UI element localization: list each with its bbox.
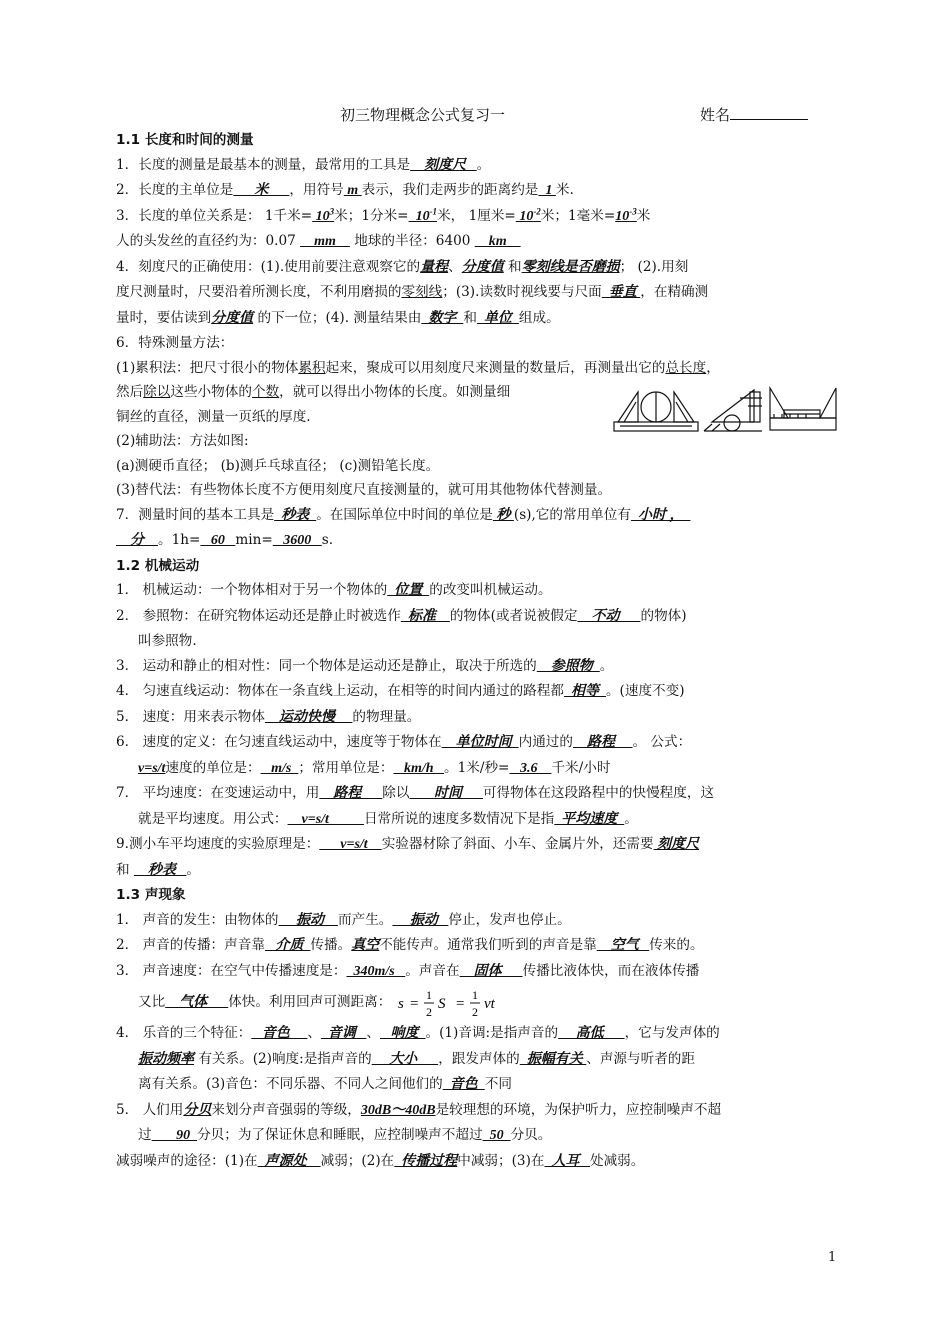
item-1-2-5: 5． 速度：用来表示物体 运动快慢 的物理量。	[116, 708, 421, 725]
item-1-3-3b: 又比 气体 体快。利用回声可测距离： s = 1 2 S = 1 2 vt	[116, 984, 840, 1021]
answer: 50	[482, 1128, 511, 1143]
formula-lhs: s	[397, 995, 404, 1012]
answer: 分度值	[211, 310, 254, 326]
item-1-1-6: 6．特殊测量方法：	[116, 335, 234, 351]
item-1-2-6b: v=s/t速度的单位是： m/s ；常用单位是： km/h 。1米/秒= 3.6 千米/小时	[138, 759, 611, 776]
section-heading-1-3: 1.3 声现象	[116, 887, 186, 903]
item-1-3-4: 4． 乐音的三个特征： 音色 、 音调 、 响度 。(1)音调:是指声音的 高低 ，它与发声体的	[116, 1025, 720, 1041]
item-1-1-2: 2．长度的主单位是 米 ，用符号 m 表示，我们走两步的距离约是 1 米.	[116, 182, 574, 198]
answer: 空气	[596, 938, 650, 953]
item-1-2-6: 6． 速度的定义：在匀速直线运动中，速度等于物体在 单位时间 内通过的 路程 。 公式：	[116, 734, 692, 750]
formula-var1: S	[437, 995, 446, 1012]
pencil-measure-drawing	[770, 388, 836, 430]
answer: _ 时间	[409, 786, 483, 801]
item-1-2-7b: 就是平均速度。用公式： v=s/t 日常所说的速度多数情况下是指 平均速度 。	[138, 810, 638, 827]
item-1-1-6c: 铜丝的直径，测量一页纸的厚度.	[116, 408, 311, 425]
answer: 3.6	[509, 760, 552, 776]
item-1-2-1: 1． 机械运动：一个物体相对于另一个物体的 位置 的改变叫机械运动。	[116, 582, 552, 598]
item-1-2-2b: 叫参照物.	[138, 633, 197, 649]
echo-distance-formula	[396, 986, 506, 1020]
svg-text:=: =	[455, 995, 465, 1012]
answer: km	[474, 234, 521, 249]
page-title: 初三物理概念公式复习一	[340, 106, 506, 124]
answer: 量程	[420, 259, 449, 275]
answer: 大小	[371, 1051, 439, 1067]
answer: $10^{-2}$	[515, 205, 541, 224]
answer: 60	[200, 533, 236, 548]
answer: 3600	[272, 533, 322, 548]
item-1-2-3: 3． 运动和静止的相对性：同一个物体是运动还是静止，取决于所选的 参照物 。	[116, 657, 614, 674]
item-1-1-3: 3．长度的单位关系是： 1千米= $10^3$米；1分米= $10^{-1}$米， 1厘米= $10^{-2}$米；1毫米$=10^{-3}$米	[116, 205, 651, 224]
answer: 秒表	[133, 862, 187, 878]
item-1-1-6e: (a)测硬币直径； (b)测乒乓球直径； (c)测铅笔长度。	[116, 457, 440, 474]
answer: mm	[300, 234, 350, 249]
answer: 数字	[421, 310, 464, 326]
answer: 刻度尺	[410, 157, 477, 173]
answer: 90	[151, 1128, 198, 1143]
item-1-1-4: 4．刻度尺的正确使用：(1).使用前要注意观察它的量程、分度值 和零刻线是否磨损； (2).用刻	[116, 258, 689, 275]
answer: 分	[116, 533, 158, 548]
name-label: 姓名	[700, 106, 731, 124]
answer: 传播过程	[394, 1153, 458, 1169]
item-1-3-2: 2． 声音的传播：声音靠 介质 传播。真空不能传声。通常我们听到的声音是靠 空气 传来的。	[116, 937, 704, 953]
coin-measure-drawing	[614, 392, 698, 431]
item-1-2-9: 9.测小车平均速度的实验原理是： v=s/t 实验器材除了斜面、小车、金属片外，还需要 刻度尺	[116, 836, 700, 852]
section-heading-1-1: 1.1 长度和时间的测量	[116, 132, 254, 148]
svg-text:=: =	[409, 995, 419, 1012]
answer: 音色	[442, 1077, 485, 1092]
item-1-3-6: 减弱噪声的途径：(1)在 声源处 减弱；(2)在 传播过程中减弱；(3)在 人耳 处减弱。	[116, 1152, 645, 1169]
answer: 真空	[351, 938, 380, 953]
answer: 声源处	[257, 1153, 321, 1169]
answer: 振幅有关	[519, 1051, 587, 1067]
answer: 振动	[278, 912, 339, 928]
answer: 分度值	[461, 259, 504, 275]
answer: 路程	[319, 786, 383, 801]
answer: 分贝	[183, 1102, 212, 1118]
answer: 振动	[392, 912, 449, 928]
answer: 音调	[320, 1026, 367, 1041]
answer: 标准	[400, 608, 450, 624]
answer: 不动	[577, 608, 641, 624]
formula-num: 1	[425, 987, 432, 1002]
answer: 人耳	[544, 1153, 590, 1169]
formula-den-2: 2	[471, 1004, 478, 1019]
answer: 路程	[573, 735, 633, 750]
item-1-2-7: 7． 平均速度：在变速运动中，用 路程 除以 _ 时间 可得物体在这段路程中的快慢程度，这	[116, 785, 715, 801]
item-1-1-4b: 度尺测量时，尺要沿着所测长度，不利用磨损的零刻线；(3).读数时视线要与尺面 垂直 ，在精确测	[116, 284, 709, 300]
answer: m/s	[260, 760, 299, 776]
answer: 零刻线是否磨损	[521, 259, 620, 275]
item-1-1-3b: 人的头发丝的直径约为：0.07 mm 地球的半径：6400 km	[116, 233, 521, 249]
answer: v=s/t	[319, 837, 382, 852]
answer: 单位时间	[441, 735, 519, 750]
answer: 平均速度	[554, 811, 625, 827]
answer: 运动快慢	[264, 709, 353, 725]
answer: 位置	[387, 583, 430, 598]
answer: $10^3$	[312, 205, 335, 224]
item-1-3-4c: 离有关系。(3)音色：不同乐器、不同人之间他们的 音色 不同	[138, 1076, 512, 1092]
answer: 秒表	[274, 507, 317, 523]
formula-den: 2	[425, 1004, 432, 1019]
item-1-3-5b: 过 90 分贝；为了保证休息和睡眠，应控制噪声不超过 50 分贝。	[138, 1127, 552, 1143]
item-1-1-1: 1．长度的测量是最基本的测量，最常用的工具是 刻度尺 。	[116, 156, 491, 173]
answer: 30dB～40dB	[360, 1102, 436, 1118]
ball-measure-drawing	[704, 390, 762, 431]
item-1-3-3: 3． 声音速度：在空气中传播速度是： 340m/s 。声音在 固体 传播比液体快，而在液体传播	[116, 962, 700, 979]
item-1-3-5: 5． 人们用分贝来划分声音强弱的等级，30dB～40dB是较理想的环境，为保护听力，应控制噪声不超	[116, 1101, 722, 1118]
answer: 气体	[165, 995, 229, 1010]
answer: 相等	[563, 684, 606, 699]
name-blank	[730, 105, 808, 120]
answer: v=s/t	[138, 760, 166, 776]
item-1-1-6f: (3)替代法：有些物体长度不方便用刻度尺直接测量的，就可用其他物体代替测量。	[116, 482, 612, 498]
section-heading-1-2: 1.2 机械运动	[116, 557, 200, 574]
answer: m	[343, 183, 362, 198]
answer: 参照物	[536, 658, 600, 674]
answer: 固体	[459, 963, 523, 979]
item-1-2-4: 4． 匀速直线运动：物体在一条直线上运动，在相等的时间内通过的路程都 相等 。(速度不变)	[116, 683, 685, 699]
answer: $10^{-1}$	[408, 205, 438, 224]
item-1-1-6d: (2)辅助法：方法如图:	[116, 433, 249, 449]
document-body	[116, 128, 840, 1174]
answer: 振动频率	[138, 1051, 194, 1067]
answer: 高低	[558, 1026, 625, 1041]
item-1-3-1: 1． 声音的发生：由物体的 振动 而产生。 振动 停止，发声也停止。	[116, 911, 571, 928]
page-number: 1	[828, 1250, 837, 1265]
answer: 响度	[380, 1026, 426, 1041]
answer: 秒	[492, 507, 514, 523]
item-1-2-9b: 和 秒表 。	[116, 861, 201, 878]
answer: 1	[538, 183, 556, 198]
answer: 340m/s	[346, 963, 406, 979]
answer: 小时 ，	[630, 507, 691, 523]
formula-num-2: 1	[471, 987, 478, 1002]
formula-var2: vt	[483, 995, 495, 1012]
item-1-1-4c: 量时，要估读到分度值 的下一位；(4). 测量结果由 数字 和 单位 组成。	[116, 309, 560, 326]
answer: km/h	[393, 760, 445, 776]
answer: 刻度尺	[653, 837, 700, 852]
answer: v=s/t	[287, 811, 364, 827]
answer: 垂直	[601, 285, 641, 300]
measurement-methods-figure	[612, 384, 838, 436]
answer: 介质	[264, 938, 311, 953]
item-1-2-2: 2． 参照物：在研究物体运动还是静止时被选作 标准 的物体(或者说被假定 不动 的物体)	[116, 607, 687, 624]
answer: $10^{-3}$	[615, 205, 637, 224]
answer: 音色	[251, 1026, 308, 1041]
item-1-1-7: 7．测量时间的基本工具是 秒表 。在国际单位中时间的单位是 秒 (s),它的常用单位有 小时 ，	[116, 506, 691, 523]
answer: 米	[233, 183, 290, 198]
name-field	[700, 104, 808, 125]
answer: 单位	[476, 310, 519, 326]
item-1-1-6a: (1)累积法：把尺寸很小的物体累积起来，聚成可以用刻度尺来测量的数量后，再测量出它的总长度，	[116, 359, 720, 376]
item-1-1-7b: 分 。1h= 60 min= 3600 s.	[116, 532, 334, 548]
item-1-3-4b: 振动频率 有关系。(2)响度:是指声音的 大小 ，跟发声体的 振幅有关 、声源与听者的距	[138, 1050, 695, 1067]
item-1-1-6b: 然后除以这些小物体的个数，就可以得出小物体的长度。如测量细	[116, 384, 511, 400]
